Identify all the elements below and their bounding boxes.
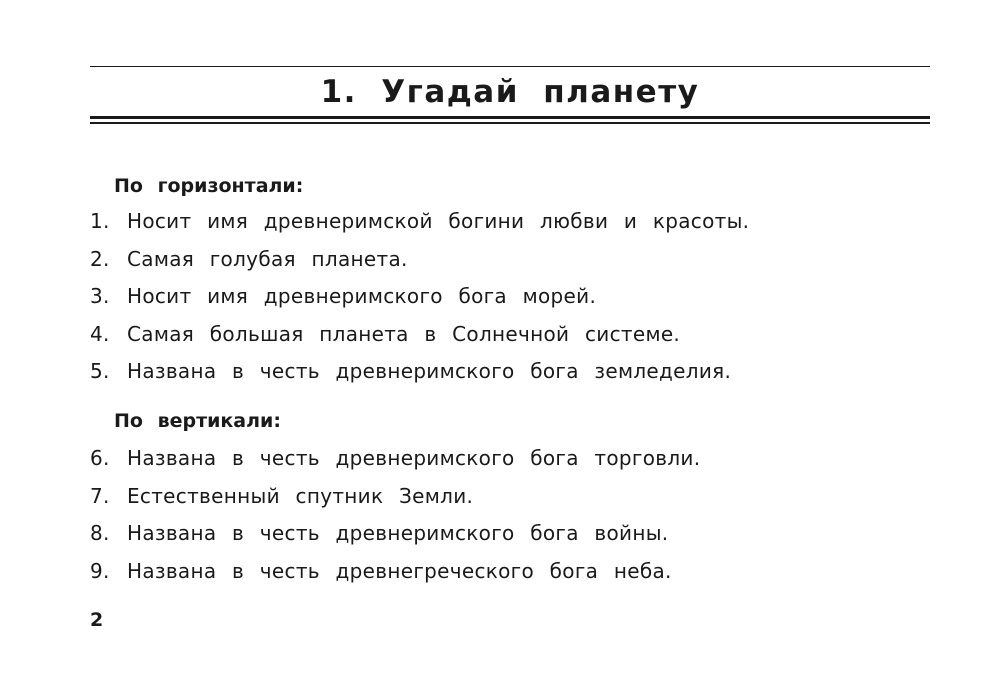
vertical-heading: По вертикали:	[114, 410, 281, 432]
clue-text: Названа в честь древнеримского бога войны.	[127, 521, 669, 545]
clue-item	[90, 241, 749, 279]
page-title: 1. Угадай планету	[320, 74, 700, 110]
clue-text: Названа в честь древнегреческого бога неба.	[127, 558, 672, 583]
clue-number: 6.	[90, 446, 110, 470]
clue-number: 2.	[90, 246, 110, 271]
clue-item	[90, 203, 749, 241]
clue-number: 7.	[90, 483, 110, 508]
clue-item	[90, 316, 749, 354]
title-bottom-rule-thick	[90, 116, 930, 119]
clue-text: Естественный спутник Земли.	[127, 483, 474, 508]
clue-text: Носит имя древнеримской богини любви и красоты.	[127, 209, 750, 233]
clue-item	[90, 440, 700, 478]
vertical-clue-list	[90, 440, 700, 590]
clue-number: 5.	[90, 359, 110, 383]
horizontal-heading: По горизонтали:	[114, 175, 304, 197]
horizontal-clue-list	[90, 203, 749, 391]
clue-item	[90, 515, 700, 553]
clue-text: Названа в честь древнеримского бога земледелия.	[127, 359, 732, 383]
clue-item	[90, 478, 700, 516]
clue-text: Самая большая планета в Солнечной системе.	[127, 321, 681, 346]
clue-number: 4.	[90, 321, 110, 346]
page-number: 2	[90, 609, 104, 631]
title-top-rule	[90, 66, 930, 67]
clue-number: 8.	[90, 521, 110, 545]
clue-number: 1.	[90, 209, 110, 233]
clue-text: Самая голубая планета.	[127, 246, 408, 271]
clue-item	[90, 353, 749, 391]
title-bottom-rule-thin	[90, 122, 930, 124]
clue-text: Названа в честь древнеримского бога торговли.	[127, 446, 701, 470]
clue-item	[90, 553, 700, 591]
clue-number: 9.	[90, 558, 110, 583]
clue-text: Носит имя древнеримского бога морей.	[127, 284, 597, 308]
clue-number: 3.	[90, 284, 110, 308]
clue-item	[90, 278, 749, 316]
